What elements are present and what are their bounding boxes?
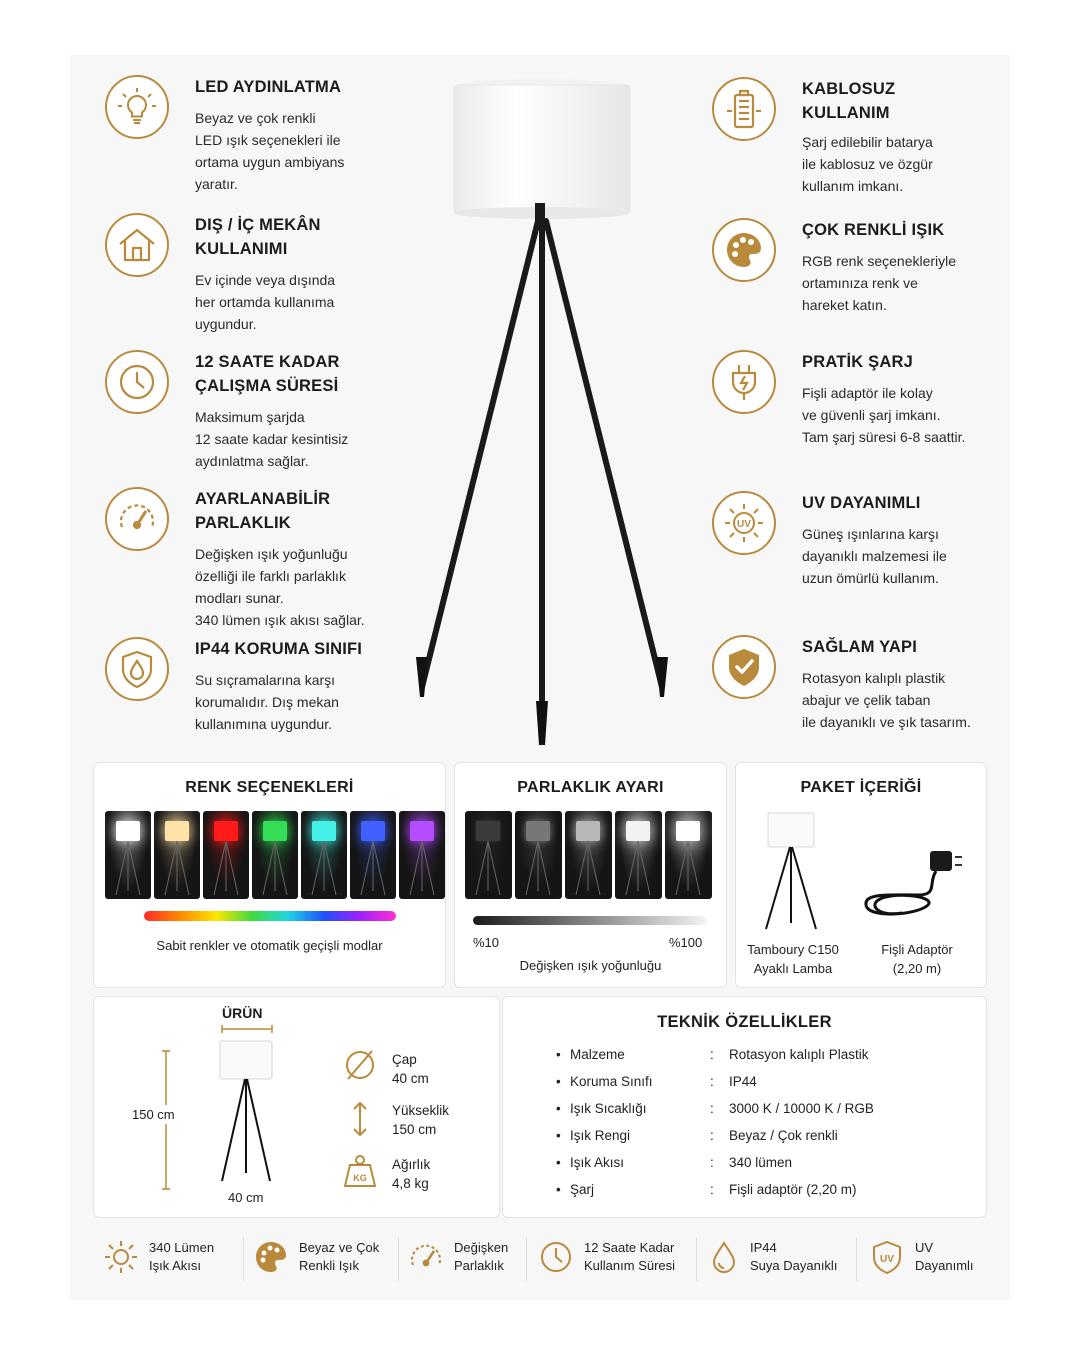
infographic-page: [70, 55, 1010, 1300]
lamp-brightness-thumbnail: [665, 811, 712, 899]
feature-description: Maksimum şarjda 12 saate kadar kesintisiz aydınlatma sağlar.: [195, 409, 349, 469]
lamp-color-thumbnail: [301, 811, 347, 899]
feature-description: Beyaz ve çok renkli LED ışık seçenekleri ile ortama uygun ambiyans yaratır.: [195, 110, 345, 192]
feature-description: RGB renk seçenekleriyle ortamınıza renk ve hareket katın.: [802, 253, 957, 313]
lamp-brightness-thumbnail: [465, 811, 512, 899]
feature-title: SAĞLAM YAPI: [802, 638, 917, 656]
package-contents-panel: [735, 762, 987, 988]
feature-title: DIŞ / İÇ MEKÂN KULLANIMI: [195, 216, 321, 258]
bullet: •: [556, 1047, 561, 1062]
gauge-icon: [105, 487, 169, 551]
panel-title: TEKNİK ÖZELLİKLER: [657, 1013, 832, 1031]
spec-row: [556, 1074, 1036, 1101]
spec-row: [556, 1047, 1036, 1074]
spec-height: [392, 1101, 449, 1139]
panel-title: PARLAKLIK AYARI: [517, 779, 664, 796]
height-arrow-icon: [346, 1099, 374, 1139]
spec-label: Malzeme: [570, 1047, 625, 1062]
panel-title: RENK SEÇENEKLERİ: [185, 779, 354, 796]
bullet: •: [556, 1155, 561, 1170]
feature-title: ÇOK RENKLİ IŞIK: [802, 221, 945, 239]
lamp-color-thumbnail: [154, 811, 200, 899]
clock-icon: [538, 1239, 574, 1275]
weight-icon-text: KG: [353, 1173, 367, 1183]
spec-row: [556, 1182, 1036, 1209]
spec-label: Yükseklik: [392, 1103, 450, 1118]
separator-colon: :: [710, 1182, 714, 1197]
summary-text: Beyaz ve Çok Renkli Işık: [299, 1240, 380, 1273]
separator: [696, 1237, 697, 1281]
height-dimension-label: 150 cm: [132, 1107, 175, 1122]
spec-diameter: [392, 1050, 429, 1088]
lamp-color-thumbnail: [203, 811, 249, 899]
panel-title: PAKET İÇERİĞİ: [800, 779, 922, 796]
lamp-color-thumbnail: [105, 811, 151, 899]
bullet: •: [556, 1128, 561, 1143]
spec-row: [556, 1128, 1036, 1155]
house-icon: [105, 213, 169, 277]
width-dimension-label: 40 cm: [228, 1190, 264, 1205]
brightness-min-label: %10: [473, 935, 500, 950]
uv-icon-text: UV: [737, 519, 751, 530]
separator-colon: :: [710, 1128, 714, 1143]
diameter-icon: [342, 1047, 378, 1083]
separator-colon: :: [710, 1047, 714, 1062]
rgb-spectrum-bar: [144, 911, 396, 921]
technical-specs-list: [556, 1047, 976, 1212]
spec-weight: [392, 1155, 430, 1193]
spec-value: 40 cm: [392, 1071, 429, 1086]
lamp-color-thumbnail: [252, 811, 298, 899]
feature-description: Değişken ışık yoğunluğu özelliği ile farklı parlaklık modları sunar. 340 lümen ışık akısı sağlar.: [195, 546, 365, 628]
spec-label: Şarj: [570, 1182, 595, 1197]
separator: [243, 1237, 244, 1281]
bullet: •: [556, 1074, 561, 1089]
summary-runtime: [538, 1235, 698, 1279]
spec-value: Fişli adaptör (2,20 m): [729, 1182, 857, 1197]
bullet: •: [556, 1101, 561, 1116]
spec-label: Çap: [392, 1052, 417, 1067]
summary-text: UV Dayanımlı: [915, 1240, 974, 1273]
feature-title: UV DAYANIMLI: [802, 494, 921, 512]
spec-row: [556, 1155, 1036, 1182]
uv-icon-text: UV: [880, 1254, 894, 1265]
separator: [398, 1237, 399, 1281]
separator-colon: :: [710, 1101, 714, 1116]
summary-text: Değişken Parlaklık: [454, 1240, 509, 1273]
spec-value: 3000 K / 10000 K / RGB: [729, 1101, 874, 1116]
palette-icon: [712, 218, 776, 282]
brightness-panel: [454, 762, 727, 988]
bullet: •: [556, 1182, 561, 1197]
separator: [526, 1237, 527, 1281]
uv-shield-icon: [869, 1239, 905, 1275]
lamp-product-image: [754, 811, 828, 933]
package-item-lamp: Tamboury C150 Ayaklı Lamba: [747, 942, 839, 976]
summary-lumen: [103, 1235, 238, 1279]
feature-title: PRATİK ŞARJ: [802, 353, 913, 371]
lamp-brightness-thumbnail: [515, 811, 562, 899]
feature-description: Fişli adaptör ile kolay ve güvenli şarj imkanı. Tam şarj süresi 6-8 saattir.: [802, 385, 966, 445]
gauge-icon: [408, 1239, 444, 1275]
separator-colon: :: [710, 1155, 714, 1170]
light-bulb-icon: [105, 75, 169, 139]
separator: [856, 1237, 857, 1281]
separator-colon: :: [710, 1074, 714, 1089]
feature-title: AYARLANABİLİR PARLAKLIK: [195, 490, 331, 532]
spec-value: IP44: [729, 1074, 757, 1089]
lamp-brightness-thumbnail: [565, 811, 612, 899]
brightness-gradient-bar: [473, 916, 707, 925]
spec-value: Beyaz / Çok renkli: [729, 1128, 838, 1143]
lamp-color-thumbnail: [350, 811, 396, 899]
floor-lamp-illustration: [410, 75, 690, 755]
product-title: ÜRÜN: [222, 1005, 263, 1021]
summary-brightness: [408, 1235, 533, 1279]
feature-description: Şarj edilebilir batarya ile kablosuz ve özgür kullanım imkanı.: [802, 134, 933, 194]
technical-specs-panel: [502, 996, 987, 1218]
spec-row: [556, 1101, 1036, 1128]
water-shield-icon: [105, 637, 169, 701]
spec-value: 150 cm: [392, 1122, 437, 1137]
product-dimensions-panel: [93, 996, 500, 1218]
color-thumbnails: [105, 811, 445, 899]
spec-label: Işık Rengi: [570, 1128, 631, 1143]
panel-caption: Sabit renkler ve otomatik geçişli modlar: [156, 938, 383, 953]
spec-value: 340 lümen: [729, 1155, 793, 1170]
spec-value: 4,8 kg: [392, 1176, 429, 1191]
spec-label: Koruma Sınıfı: [570, 1074, 653, 1089]
spec-value: Rotasyon kalıplı Plastik: [729, 1047, 869, 1062]
brightness-thumbnails: [465, 811, 712, 899]
summary-text: IP44 Suya Dayanıklı: [750, 1240, 838, 1273]
shield-check-icon: [712, 635, 776, 699]
feature-description: Ev içinde veya dışında her ortamda kullanıma uygundur.: [195, 272, 336, 332]
feature-title: LED AYDINLATMA: [195, 78, 342, 96]
drop-icon: [706, 1239, 742, 1275]
spec-label: Işık Sıcaklığı: [570, 1101, 647, 1116]
palette-icon: [253, 1239, 289, 1275]
summary-color: [253, 1235, 393, 1279]
brightness-max-label: %100: [669, 935, 703, 950]
feature-description: Su sıçramalarına karşı korumalıdır. Dış mekan kullanımına uygundur.: [195, 672, 339, 732]
spec-label: Ağırlık: [392, 1157, 431, 1172]
feature-title: 12 SAATE KADAR ÇALIŞMA SÜRESİ: [195, 353, 340, 395]
summary-uv: [869, 1235, 987, 1279]
panel-caption: Değişken ışık yoğunluğu: [519, 958, 662, 973]
weight-icon: [342, 1153, 378, 1189]
summary-text: 340 Lümen Işık Akısı: [149, 1240, 215, 1273]
feature-description: Güneş ışınlarına karşı dayanıklı malzemesi ile uzun ömürlü kullanım.: [802, 526, 947, 586]
summary-text: 12 Saate Kadar Kullanım Süresi: [584, 1240, 676, 1273]
battery-icon: [712, 77, 776, 141]
summary-ip44: [706, 1235, 851, 1279]
adapter-cable-image: [858, 843, 968, 933]
uv-sun-icon: [712, 491, 776, 555]
sun-icon: [103, 1239, 139, 1275]
lamp-brightness-thumbnail: [615, 811, 662, 899]
color-options-panel: [93, 762, 446, 988]
feature-title: IP44 KORUMA SINIFI: [195, 640, 363, 658]
feature-summary-bar: [93, 1235, 987, 1285]
package-item-adapter: Fişli Adaptör (2,20 m): [881, 942, 953, 976]
feature-title: KABLOSUZ KULLANIM: [802, 80, 896, 122]
plug-icon: [712, 350, 776, 414]
spec-label: Işık Akısı: [570, 1155, 625, 1170]
product-dimension-drawing: [154, 1021, 304, 1196]
lamp-color-thumbnail: [399, 811, 445, 899]
feature-description: Rotasyon kalıplı plastik abajur ve çelik taban ile dayanıklı ve şık tasarım.: [802, 670, 971, 730]
clock-icon: [105, 350, 169, 414]
